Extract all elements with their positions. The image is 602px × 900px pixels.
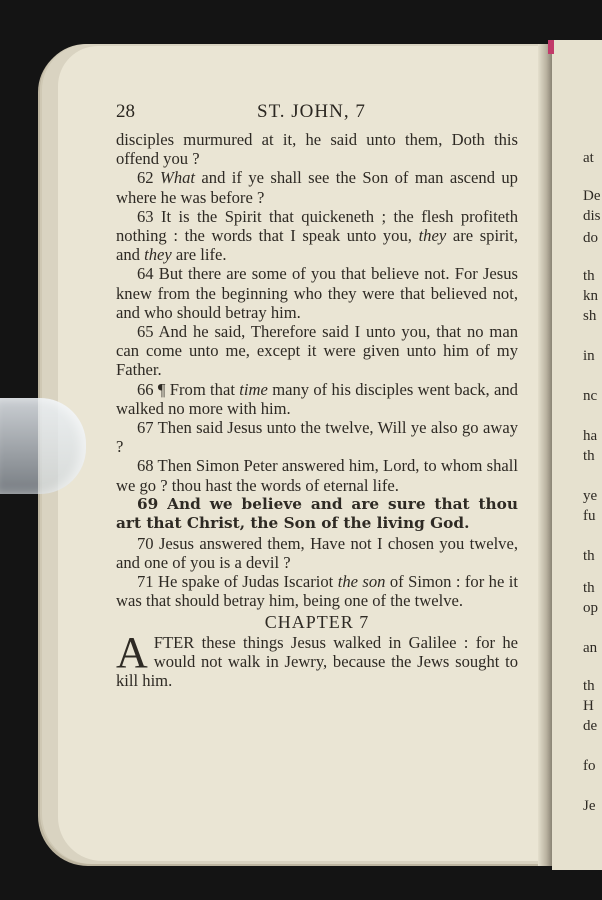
verse-text-segment: disciples murmured at it, he said unto them, Doth this offend you ? — [116, 130, 518, 169]
chapter-opening-text: FTER these things Jesus walked in Galilee : for he would not walk in Jewry, because the Jews sought to kill him. — [116, 632, 518, 691]
right-page-fragment: de — [583, 718, 598, 734]
right-page-fragment: th — [583, 580, 595, 596]
scripture-text — [116, 130, 518, 690]
verse-cont — [116, 130, 518, 168]
drop-cap: A — [116, 627, 148, 677]
right-page-fragment: ha — [583, 428, 598, 444]
verse-text-segment: 68 Then Simon Peter answered him, Lord, to whom shall we go ? thou hast the words of eternal life. — [116, 456, 518, 495]
verse-67 — [116, 418, 518, 456]
right-page-fragment: fu — [583, 508, 596, 524]
right-page-fragment: th — [583, 448, 595, 464]
verse-text-segment: 71 He spake of Judas Iscariot — [137, 572, 338, 592]
page-edge-marker — [548, 40, 554, 54]
running-head: ST. JOHN, 7 — [257, 101, 366, 122]
verse-63 — [116, 207, 518, 265]
verse-70 — [116, 534, 518, 572]
right-page-fragment: an — [583, 640, 598, 656]
right-page-fragment: ye — [583, 488, 598, 504]
verse-text-segment: 69 And we believe and are sure that thou art that Christ, the Son of the living God. — [116, 494, 518, 533]
right-page-fragment: kn — [583, 288, 598, 304]
verse-text-segment: are spirit, and — [116, 226, 518, 265]
right-page-fragment: sh — [583, 308, 597, 324]
verse-71 — [116, 572, 518, 610]
verse-text-segment: the son — [337, 572, 386, 592]
verse-text-segment: and if ye shall see the Son of man ascend up where he was before ? — [116, 168, 518, 207]
verse-69 — [116, 495, 518, 534]
right-page-fragment: De — [583, 188, 601, 204]
right-page-fragment: op — [583, 600, 598, 616]
right-page-fragment: in — [583, 348, 595, 364]
right-page-fragment: th — [583, 548, 595, 564]
right-page-fragment: th — [583, 678, 595, 694]
verse-text-segment: they — [144, 245, 172, 265]
page-header — [116, 101, 520, 127]
right-page-fragment: fo — [583, 758, 596, 774]
verse-text-segment: 62 — [137, 168, 160, 188]
verse-68 — [116, 456, 518, 494]
chapter-opening — [116, 627, 518, 691]
right-page-fragment: nc — [583, 388, 598, 404]
right-page-fragment: H — [583, 698, 594, 714]
verse-text-segment: 65 And he said, Therefore said I unto you, that no man can come unto me, except it were given unto him of my Father. — [116, 322, 518, 380]
verse-text-segment: 63 It is the Spirit that quickeneth ; the flesh profiteth nothing : the words that I speak unto you, — [116, 206, 518, 246]
right-page-fragment: th — [583, 268, 595, 284]
verse-text-segment: many of his disciples went back, and walked no more with him. — [116, 379, 518, 418]
bookmark-clip — [0, 398, 86, 494]
book-gutter — [538, 44, 552, 866]
verse-text-segment: time — [239, 379, 268, 399]
verse-text-segment: 70 Jesus answered them, Have not I chosen you twelve, and one of you is a devil ? — [116, 533, 518, 573]
verse-text-segment: 64 But there are some of you that believe not. For Jesus knew from the beginning who they were that believed not, and who should betray him. — [116, 264, 518, 322]
verse-62 — [116, 168, 518, 206]
right-page-fragment: dis — [583, 208, 601, 224]
chapter-heading: CHAPTER 7 — [264, 611, 370, 632]
verse-text-segment: What — [160, 168, 196, 188]
verse-text-segment: of Simon : for he it was that should betray him, being one of the twelve. — [116, 572, 518, 611]
verse-64 — [116, 264, 518, 322]
verse-text-segment: are life. — [171, 245, 227, 265]
page-number: 28 — [116, 101, 135, 122]
verse-text-segment: they — [418, 226, 447, 246]
right-page-fragment: at — [583, 150, 594, 166]
verse-text-segment: 66 ¶ From that — [137, 379, 240, 399]
verse-66 — [116, 380, 518, 418]
verse-text-segment: 67 Then said Jesus unto the twelve, Will ye also go away ? — [116, 418, 518, 457]
right-page-fragment: do — [583, 230, 598, 246]
right-page-fragment: Je — [583, 798, 596, 814]
verse-65 — [116, 322, 518, 380]
